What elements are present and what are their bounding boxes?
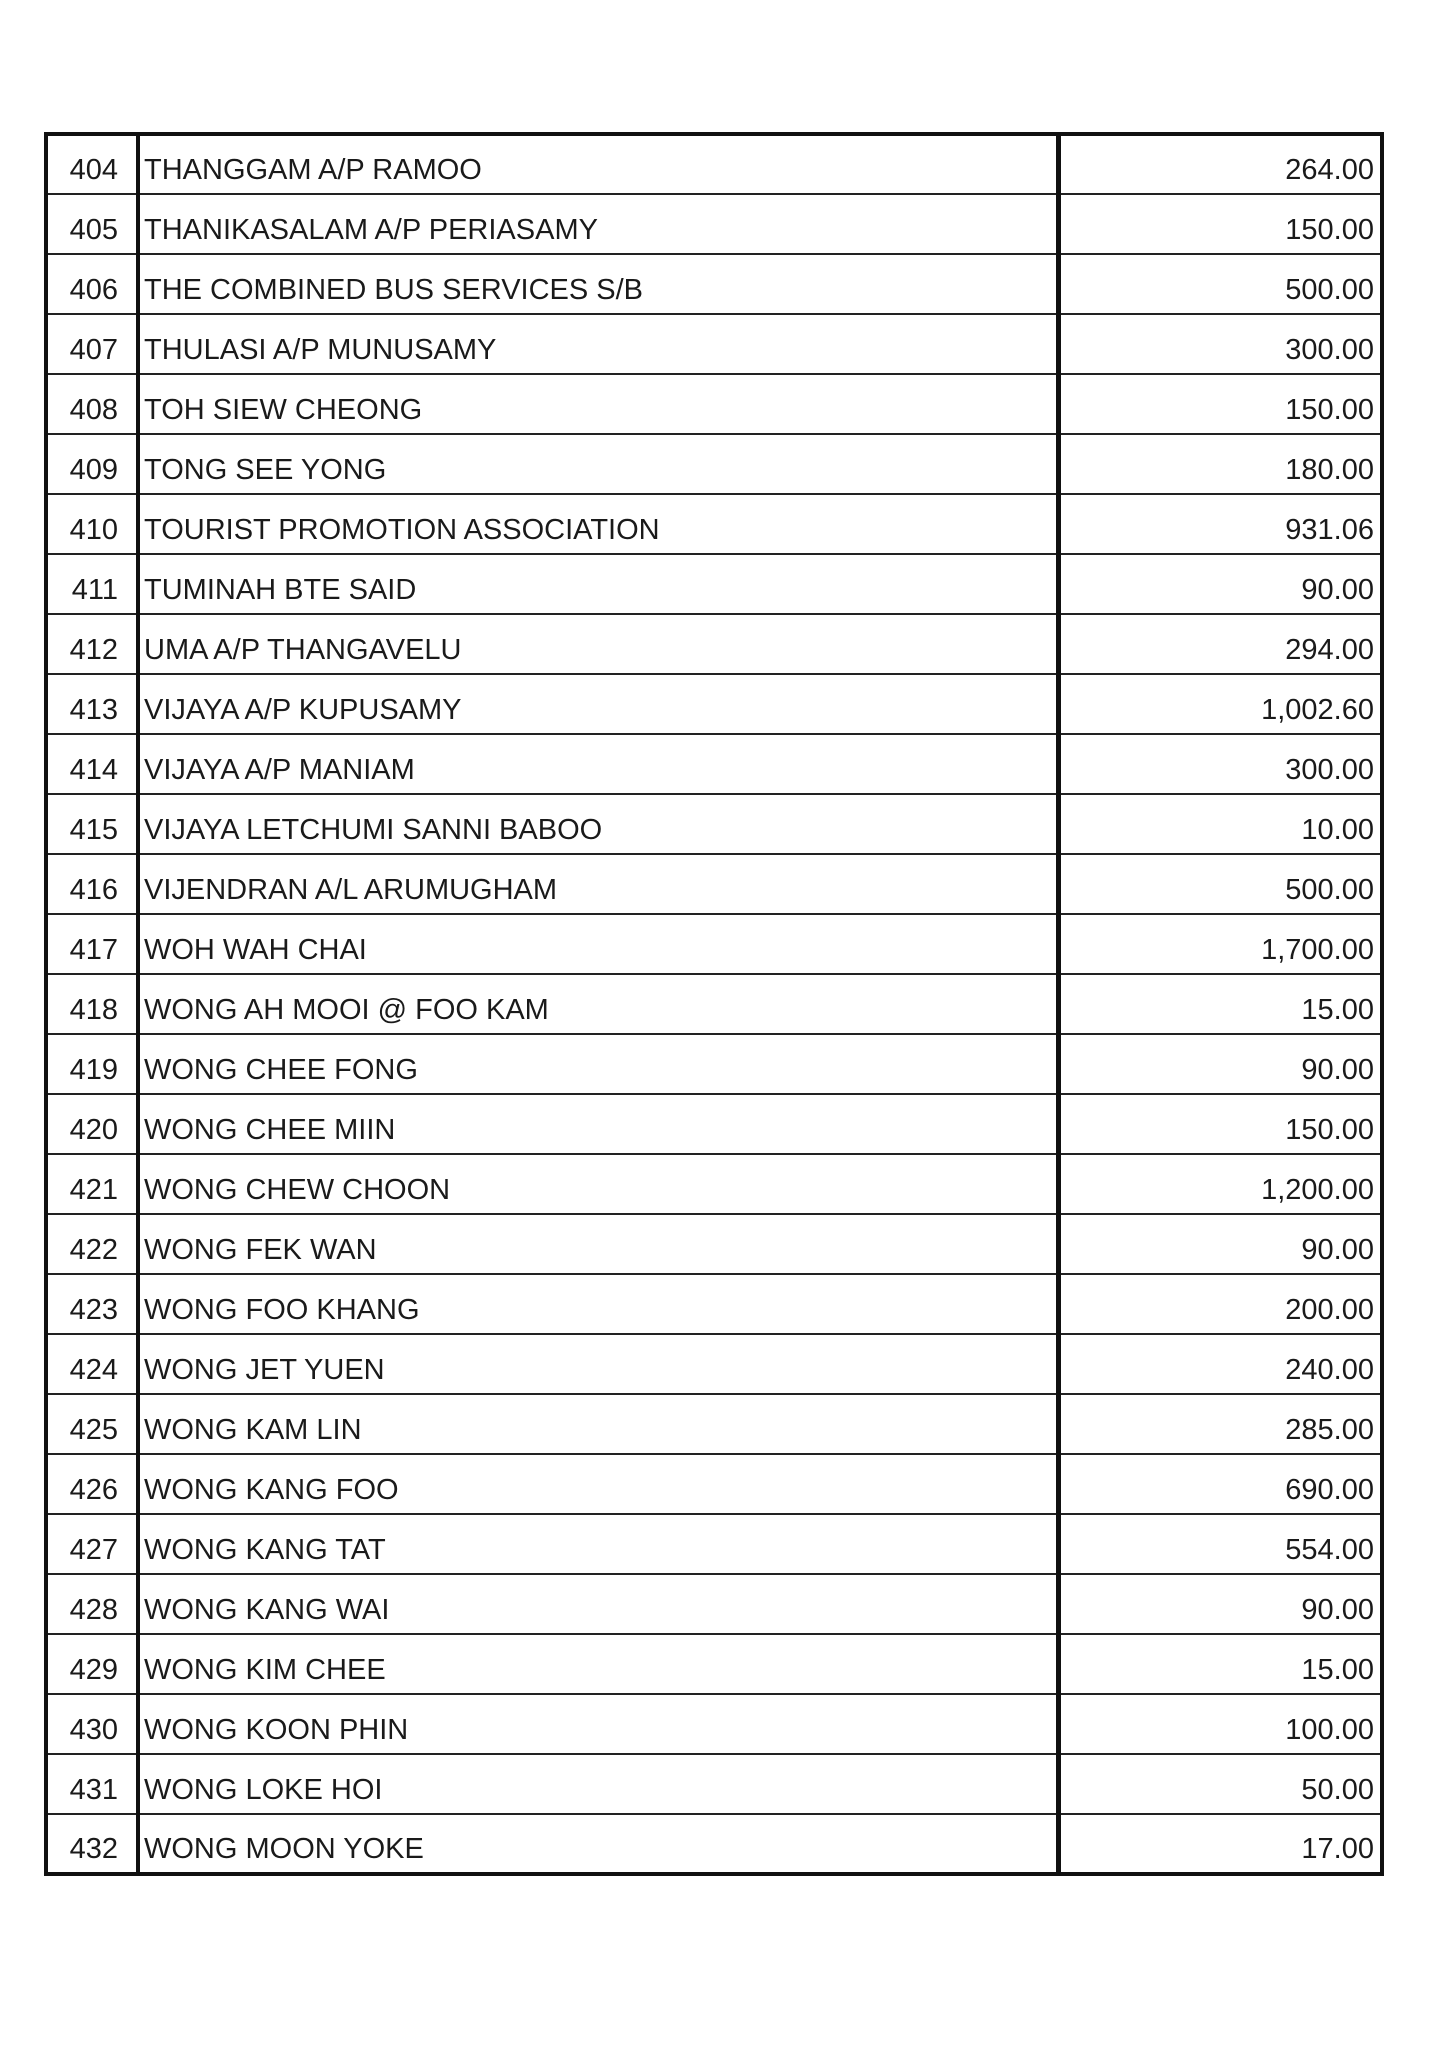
row-number: 407 [46,314,138,374]
row-name: VIJAYA LETCHUMI SANNI BABOO [138,794,1058,854]
row-number: 423 [46,1274,138,1334]
table-row [46,974,1382,1034]
row-name: WOH WAH CHAI [138,914,1058,974]
row-amount: 10.00 [1058,794,1382,854]
row-number: 411 [46,554,138,614]
row-name: WONG CHEE MIIN [138,1094,1058,1154]
row-number: 426 [46,1454,138,1514]
row-number: 413 [46,674,138,734]
row-number: 414 [46,734,138,794]
row-number: 408 [46,374,138,434]
row-name: THANIKASALAM A/P PERIASAMY [138,194,1058,254]
row-amount: 690.00 [1058,1454,1382,1514]
table-row [46,914,1382,974]
row-amount: 285.00 [1058,1394,1382,1454]
table-row [46,794,1382,854]
table-row [46,254,1382,314]
row-amount: 180.00 [1058,434,1382,494]
row-number: 425 [46,1394,138,1454]
row-amount: 150.00 [1058,194,1382,254]
row-number: 412 [46,614,138,674]
row-amount: 264.00 [1058,134,1382,194]
row-number: 429 [46,1634,138,1694]
row-amount: 90.00 [1058,554,1382,614]
donor-table-body [46,134,1382,1874]
table-row [46,1334,1382,1394]
table-row [46,494,1382,554]
table-row [46,734,1382,794]
row-name: TUMINAH BTE SAID [138,554,1058,614]
table-row [46,1454,1382,1514]
table-row [46,1394,1382,1454]
table-row [46,674,1382,734]
row-name: WONG CHEE FONG [138,1034,1058,1094]
row-number: 404 [46,134,138,194]
row-name: WONG KIM CHEE [138,1634,1058,1694]
row-amount: 200.00 [1058,1274,1382,1334]
row-name: WONG CHEW CHOON [138,1154,1058,1214]
table-row [46,1214,1382,1274]
row-amount: 500.00 [1058,254,1382,314]
row-name: WONG KANG TAT [138,1514,1058,1574]
row-name: WONG LOKE HOI [138,1754,1058,1814]
row-name: THULASI A/P MUNUSAMY [138,314,1058,374]
table-row [46,194,1382,254]
table-row [46,554,1382,614]
row-name: VIJENDRAN A/L ARUMUGHAM [138,854,1058,914]
row-number: 422 [46,1214,138,1274]
table-row [46,1574,1382,1634]
row-name: WONG KANG FOO [138,1454,1058,1514]
row-name: THANGGAM A/P RAMOO [138,134,1058,194]
table-row [46,1094,1382,1154]
row-amount: 300.00 [1058,734,1382,794]
row-name: VIJAYA A/P KUPUSAMY [138,674,1058,734]
row-amount: 17.00 [1301,1833,1374,1865]
row-name: WONG AH MOOI @ FOO KAM [138,974,1058,1034]
row-name: WONG FOO KHANG [138,1274,1058,1334]
row-amount: 500.00 [1058,854,1382,914]
row-number: 417 [46,914,138,974]
row-name: THE COMBINED BUS SERVICES S/B [138,254,1058,314]
row-number: 418 [46,974,138,1034]
table-row [46,314,1382,374]
row-number: 431 [46,1754,138,1814]
row-name: WONG FEK WAN [138,1214,1058,1274]
row-amount: 240.00 [1058,1334,1382,1394]
row-name: VIJAYA A/P MANIAM [138,734,1058,794]
table-row [46,1034,1382,1094]
row-amount: 554.00 [1058,1514,1382,1574]
donor-table [44,132,1384,1876]
table-row [46,1274,1382,1334]
row-number: 410 [46,494,138,554]
row-amount: 931.06 [1058,494,1382,554]
row-number: 428 [46,1574,138,1634]
row-amount: 90.00 [1058,1574,1382,1634]
table-row [46,854,1382,914]
row-name: TOH SIEW CHEONG [138,374,1058,434]
row-amount: 15.00 [1058,1634,1382,1694]
row-number: 421 [46,1154,138,1214]
row-number: 430 [46,1694,138,1754]
table-row [46,374,1382,434]
row-amount: 90.00 [1058,1214,1382,1274]
row-amount: 300.00 [1058,314,1382,374]
table-row [46,1634,1382,1694]
table-row [46,1814,1382,1874]
row-name: WONG KAM LIN [138,1394,1058,1454]
row-number: 432 [46,1814,138,1874]
row-amount: 150.00 [1058,1094,1382,1154]
row-amount: 90.00 [1058,1034,1382,1094]
row-amount: 150.00 [1058,374,1382,434]
row-name: UMA A/P THANGAVELU [138,614,1058,674]
row-amount: 100.00 [1058,1694,1382,1754]
table-row [46,1514,1382,1574]
row-number: 415 [46,794,138,854]
row-number: 420 [46,1094,138,1154]
row-name: WONG KANG WAI [138,1574,1058,1634]
row-number: 427 [46,1514,138,1574]
row-amount: 1,002.60 [1058,674,1382,734]
row-name: WONG MOON YOKE [138,1814,1058,1874]
row-name: TOURIST PROMOTION ASSOCIATION [138,494,1058,554]
table-row [46,1694,1382,1754]
row-name: WONG JET YUEN [138,1334,1058,1394]
table-row [46,1754,1382,1814]
table-row [46,134,1382,194]
row-amount: 294.00 [1058,614,1382,674]
table-row [46,1154,1382,1214]
row-name: TONG SEE YONG [138,434,1058,494]
table-row [46,614,1382,674]
row-amount: 1,200.00 [1058,1154,1382,1214]
row-number: 409 [46,434,138,494]
table-row [46,434,1382,494]
row-number: 424 [46,1334,138,1394]
row-amount: 1,700.00 [1058,914,1382,974]
row-name: WONG KOON PHIN [138,1694,1058,1754]
row-number: 406 [46,254,138,314]
row-amount: 15.00 [1058,974,1382,1034]
row-number: 419 [46,1034,138,1094]
row-amount: 50.00 [1058,1754,1382,1814]
row-number: 405 [46,194,138,254]
row-number: 416 [46,854,138,914]
